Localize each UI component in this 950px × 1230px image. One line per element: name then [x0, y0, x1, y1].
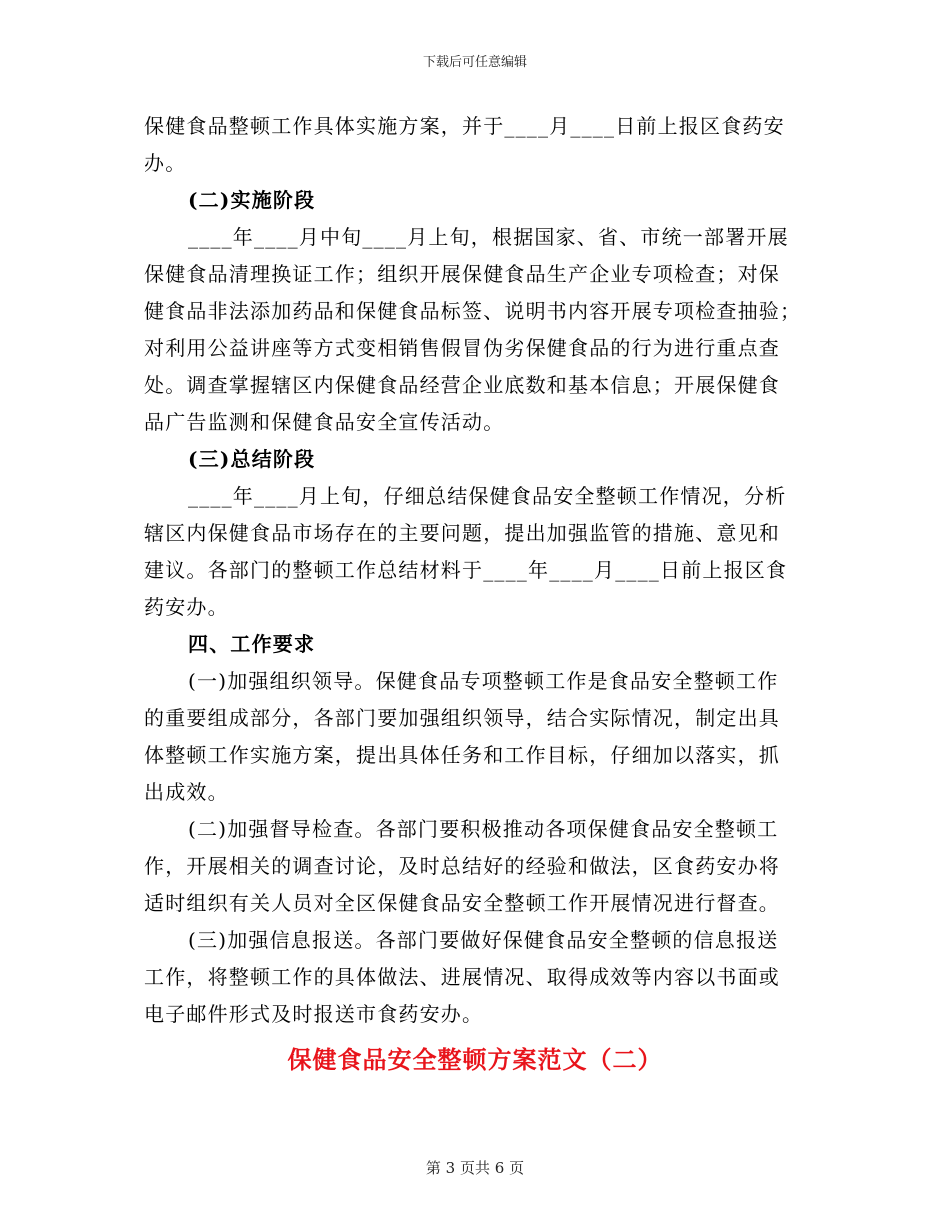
- text-line: 工作，将整顿工作的具体做法、进展情况、取得成效等内容以书面或: [144, 965, 780, 989]
- text-line: 健食品非法添加药品和保健食品标签、说明书内容开展专项检查抽验；: [144, 299, 802, 323]
- page-header: 下载后可任意编辑: [422, 55, 527, 70]
- text-line: (一)加强组织领导。保健食品专项整顿工作是食品安全整顿工作: [188, 669, 779, 693]
- text-line: 作，开展相关的调查讨论，及时总结好的经验和做法，区食药安办将: [144, 854, 780, 878]
- text-line: 品广告监测和保健食品安全宣传活动。: [144, 410, 505, 434]
- section-title: 保健食品安全整顿方案范文（二）: [287, 1045, 663, 1074]
- text-line: 保健食品整顿工作具体实施方案，并于____月____日前上报区食药安: [144, 114, 785, 138]
- page-footer: 第 3 页共 6 页: [425, 1159, 525, 1177]
- text-line: 适时组织有关人员对全区保健食品安全整顿工作开展情况进行督查。: [144, 891, 780, 915]
- text-line: 处。调查掌握辖区内保健食品经营企业底数和基本信息；开展保健食: [144, 373, 780, 397]
- text-line: (三)加强信息报送。各部门要做好保健食品安全整顿的信息报送: [188, 928, 779, 952]
- text-line: 建议。各部门的整顿工作总结材料于____年____月____日前上报区食: [144, 558, 788, 582]
- text-line: 保健食品清理换证工作；组织开展保健食品生产企业专项检查；对保: [144, 262, 780, 286]
- subheading-summary-phase: (三)总结阶段: [188, 447, 316, 471]
- text-line: 的重要组成部分，各部门要加强组织领导，结合实际情况，制定出具: [144, 706, 780, 730]
- text-line: 电子邮件形式及时报送市食药安办。: [144, 1002, 484, 1026]
- subheading-implementation-phase: (二)实施阶段: [188, 188, 316, 212]
- document-body: [144, 108, 808, 1033]
- text-line: 办。: [144, 151, 187, 175]
- text-line: ____年____月中旬____月上旬，根据国家、省、市统一部署开展: [188, 225, 789, 249]
- text-line: 辖区内保健食品市场存在的主要问题，提出加强监管的措施、意见和: [144, 521, 780, 545]
- text-line: 对利用公益讲座等方式变相销售假冒伪劣保健食品的行为进行重点查: [144, 336, 780, 360]
- text-line: 出成效。: [144, 780, 229, 804]
- text-line: (二)加强督导检查。各部门要积极推动各项保健食品安全整顿工: [188, 817, 779, 841]
- text-line: 药安办。: [144, 595, 229, 619]
- text-line: ____年____月上旬，仔细总结保健食品安全整顿工作情况，分析: [188, 484, 787, 508]
- heading-work-requirements: 四、工作要求: [188, 632, 316, 656]
- text-line: 体整顿工作实施方案，提出具体任务和工作目标，仔细加以落实，抓: [144, 743, 780, 767]
